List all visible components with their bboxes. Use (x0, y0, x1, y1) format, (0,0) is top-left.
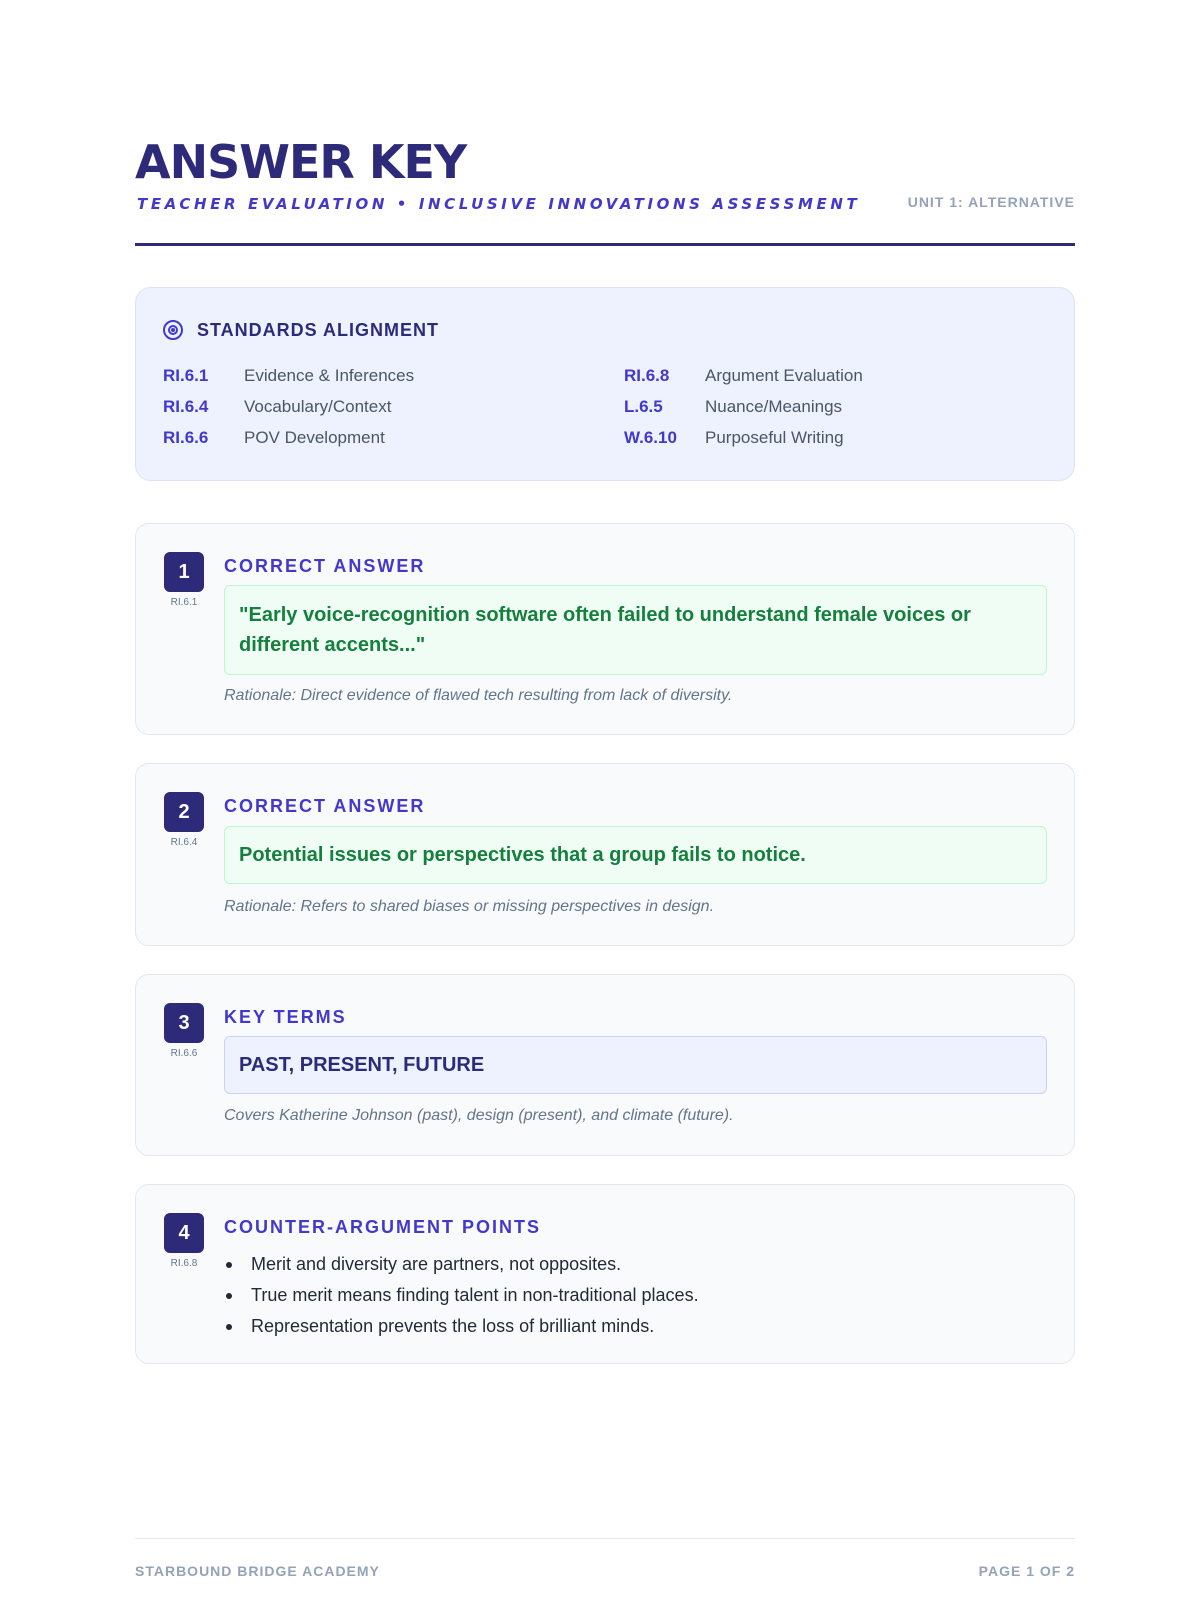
standard-item (163, 393, 391, 421)
question-standard-code: RI.6.6 (170, 1048, 198, 1059)
counter-argument-list (224, 1249, 1047, 1342)
standard-item (163, 424, 385, 452)
list-item: Merit and diversity are partners, not opposites. (224, 1249, 1047, 1280)
standard-description: Nuance/Meanings (705, 397, 843, 416)
page-footer (135, 1538, 1075, 1588)
standard-code: RI.6.6 (163, 428, 209, 447)
question-label: KEY TERMS (224, 1007, 347, 1027)
unit-label: UNIT 1: ALTERNATIVE (907, 194, 1075, 210)
key-terms-note: Covers Katherine Johnson (past), design (present), and climate (future). (224, 1107, 734, 1124)
question-card-3 (135, 974, 1075, 1156)
standard-code: RI.6.8 (624, 366, 670, 385)
page-subtitle: TEACHER EVALUATION • INCLUSIVE INNOVATIONS ASSESSMENT (137, 195, 861, 213)
question-card-4 (135, 1184, 1075, 1364)
question-number-badge: 4 (164, 1213, 204, 1253)
standard-description: Argument Evaluation (705, 366, 863, 385)
question-number-badge: 3 (164, 1003, 204, 1043)
question-number-badge: 2 (164, 792, 204, 832)
standard-code: RI.6.4 (163, 397, 209, 416)
rationale-text: Rationale: Refers to shared biases or missing perspectives in design. (224, 898, 715, 915)
question-standard-code: RI.6.4 (170, 837, 198, 848)
standard-description: Evidence & Inferences (244, 366, 415, 385)
standard-item (624, 424, 844, 452)
standard-code: RI.6.1 (163, 366, 209, 385)
question-label: CORRECT ANSWER (224, 796, 426, 816)
standards-alignment-panel (135, 287, 1075, 481)
target-icon (163, 320, 183, 340)
key-terms-box: PAST, PRESENT, FUTURE (224, 1036, 1047, 1094)
question-standard-code: RI.6.1 (170, 597, 198, 608)
list-item: Representation prevents the loss of brilliant minds. (224, 1311, 1047, 1342)
standard-description: Purposeful Writing (705, 428, 844, 447)
standard-description: Vocabulary/Context (244, 397, 392, 416)
correct-answer-box: "Early voice-recognition software often failed to understand female voices or different accents..." (224, 585, 1047, 675)
standard-code: W.6.10 (624, 428, 677, 447)
answer-key-page (135, 0, 1075, 1600)
standard-description: POV Development (244, 428, 385, 447)
question-standard-code: RI.6.8 (170, 1258, 198, 1269)
page-number: PAGE 1 OF 2 (978, 1563, 1075, 1579)
question-card-1 (135, 523, 1075, 735)
standards-title: STANDARDS ALIGNMENT (197, 319, 439, 340)
page-header (135, 128, 1075, 246)
standard-item (163, 362, 414, 390)
page-title: ANSWER KEY (135, 135, 467, 189)
standard-code: L.6.5 (624, 397, 663, 416)
rationale-text: Rationale: Direct evidence of flawed tech resulting from lack of diversity. (224, 687, 733, 704)
question-label: COUNTER-ARGUMENT POINTS (224, 1217, 541, 1237)
school-name: STARBOUND BRIDGE ACADEMY (135, 1563, 380, 1579)
list-item: True merit means finding talent in non-traditional places. (224, 1280, 1047, 1311)
standard-item (624, 393, 842, 421)
correct-answer-box: Potential issues or perspectives that a group fails to notice. (224, 826, 1047, 884)
question-number-badge: 1 (164, 552, 204, 592)
standard-item (624, 362, 863, 390)
standards-header (163, 318, 439, 342)
question-card-2 (135, 763, 1075, 946)
question-label: CORRECT ANSWER (224, 556, 426, 576)
